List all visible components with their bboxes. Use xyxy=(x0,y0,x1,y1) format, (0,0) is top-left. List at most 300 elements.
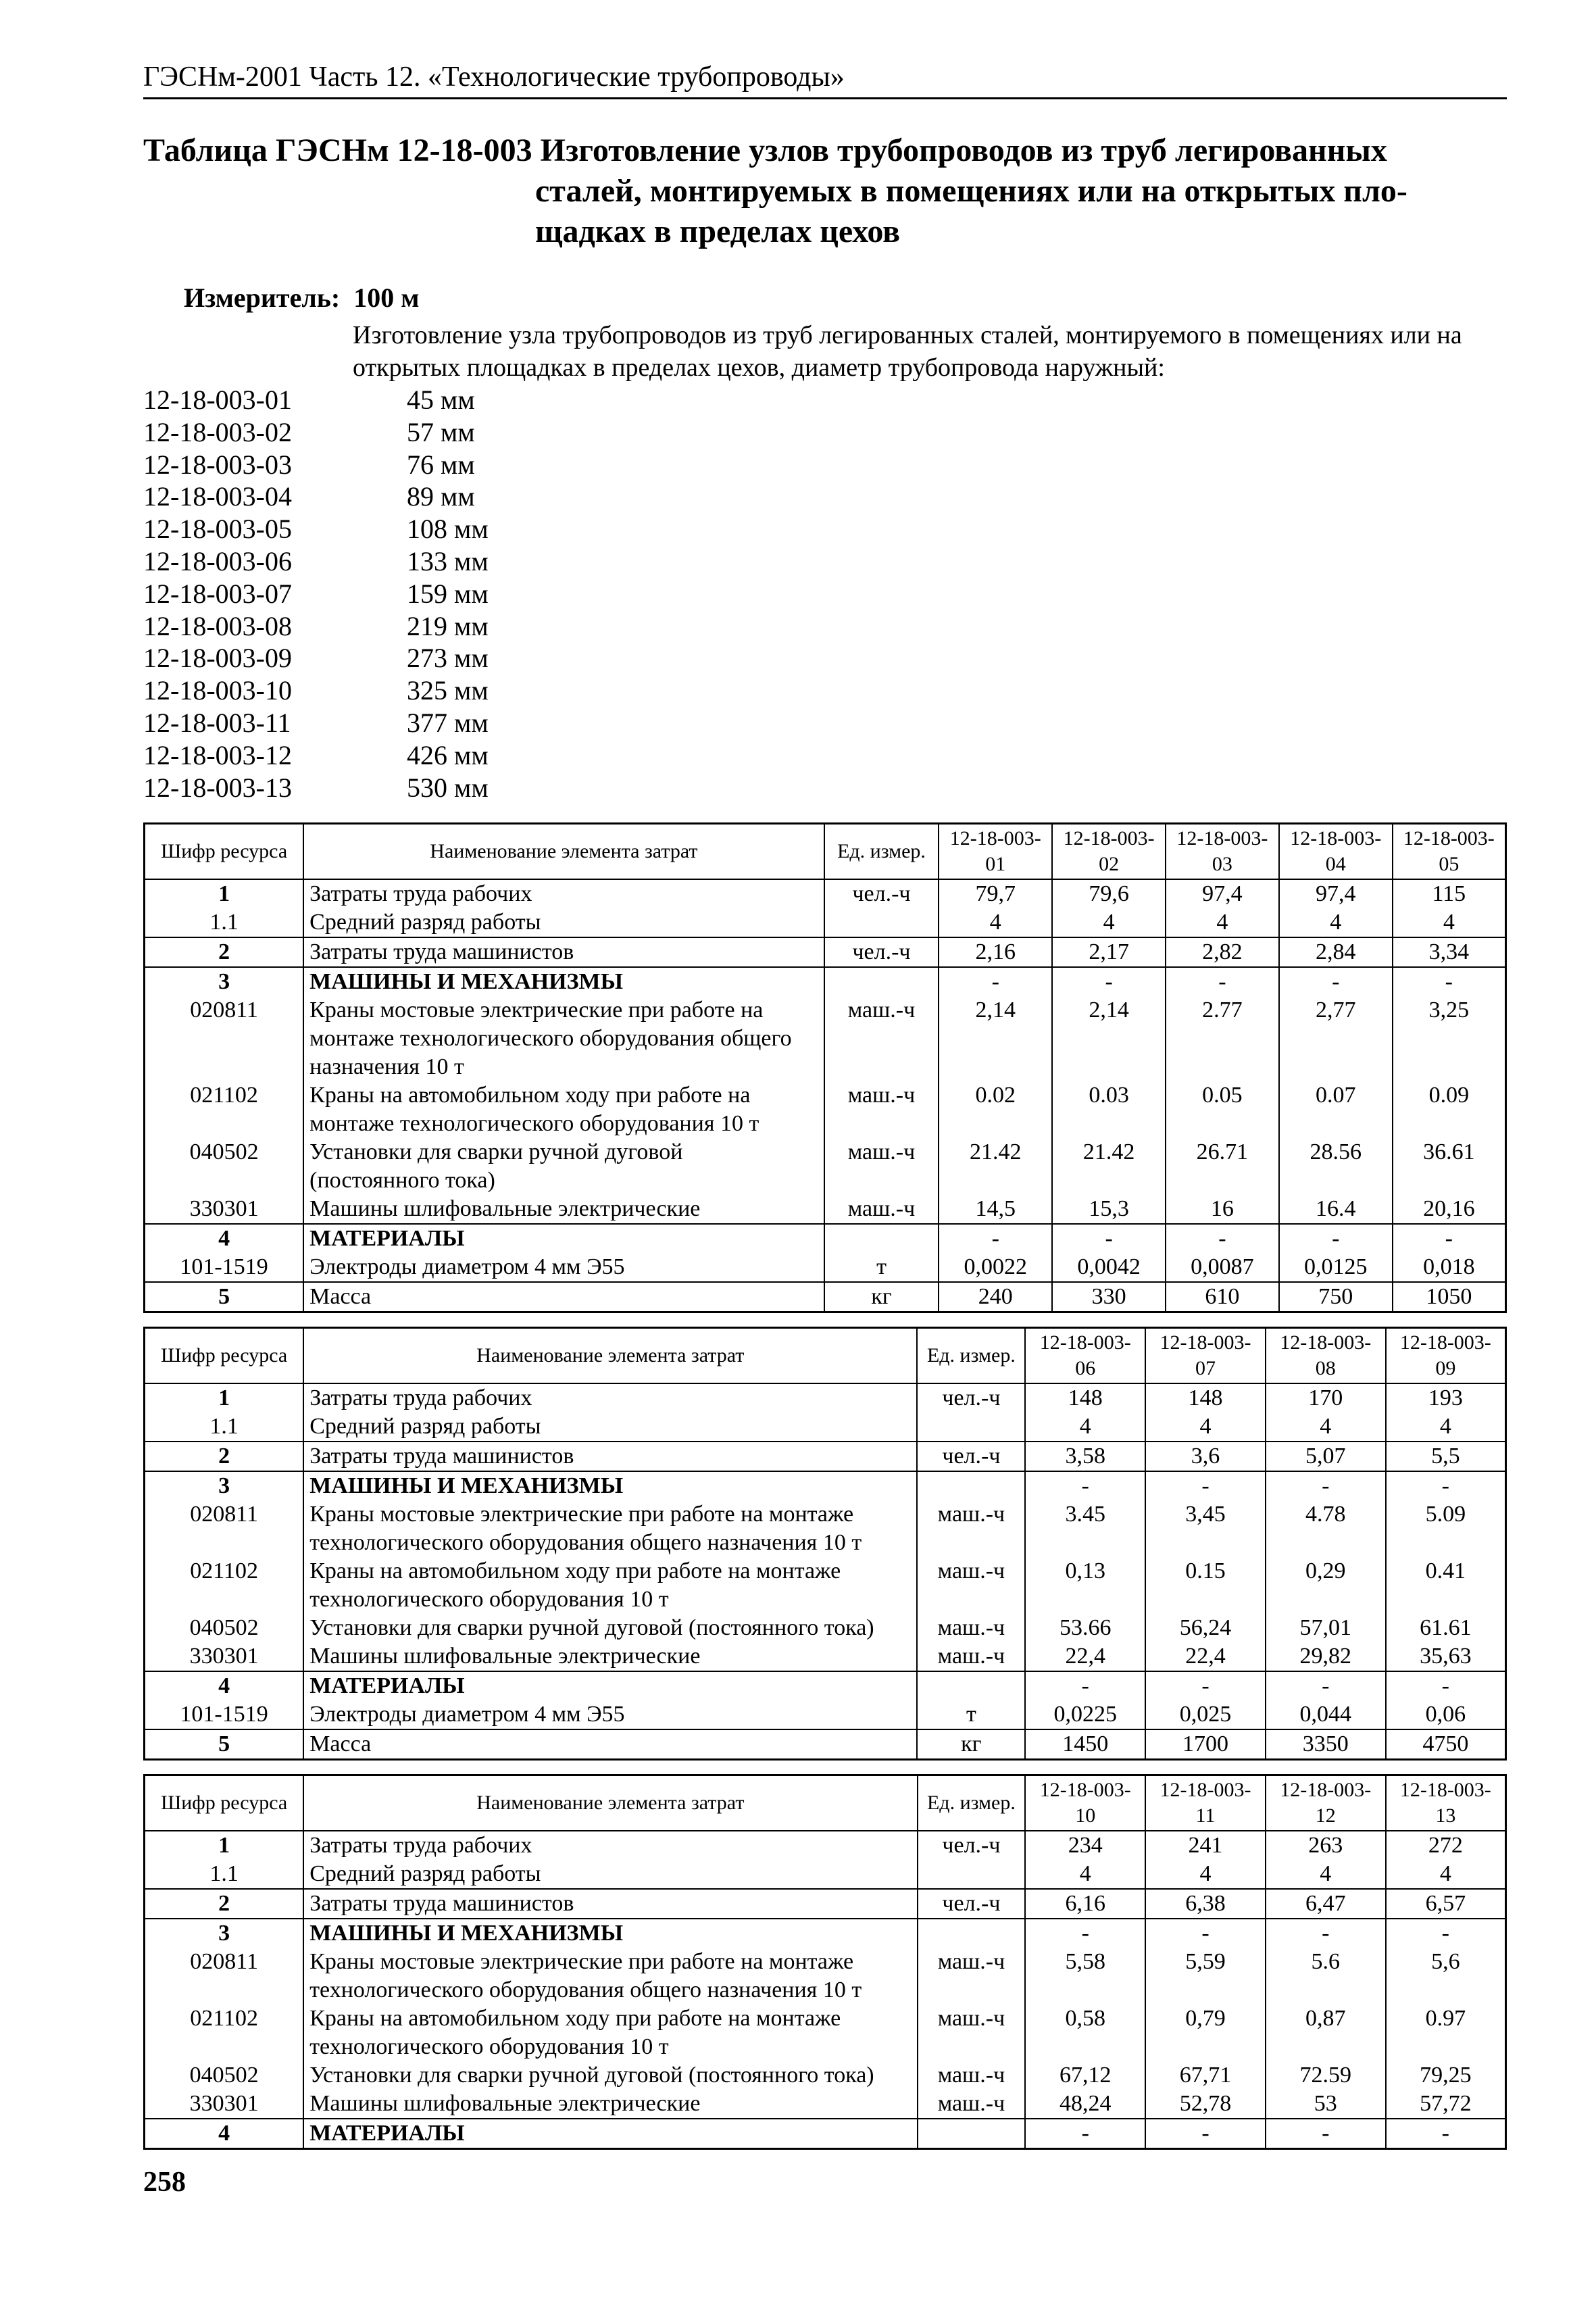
row-value: 750 xyxy=(1279,1282,1393,1312)
code-list-item xyxy=(143,772,1507,804)
header-name: Наименование элемента затрат xyxy=(303,1775,917,1831)
row-value: 0,025 xyxy=(1145,1700,1266,1729)
running-header: ГЭСНм-2001 Часть 12. «Технологические трубопроводы» xyxy=(143,61,1507,99)
row-name: Затраты труда рабочих xyxy=(303,1831,917,1860)
row-name: МАТЕРИАЛЫ xyxy=(303,1671,917,1700)
document-page xyxy=(143,61,1507,2150)
row-value: 4 xyxy=(1386,1860,1506,1889)
resource-table-2 xyxy=(143,1327,1507,1761)
row-value: 67,12 xyxy=(1025,2061,1145,2090)
row-value: 0,0022 xyxy=(939,1253,1052,1282)
row-code: 330301 xyxy=(145,2090,304,2119)
code-diameter: 377 мм xyxy=(407,707,489,738)
row-value: 4 xyxy=(1145,1860,1266,1889)
row-value: 148 xyxy=(1025,1383,1145,1412)
row-value: 79,25 xyxy=(1386,2061,1506,2090)
row-value: 3,6 xyxy=(1145,1442,1266,1471)
table-row xyxy=(145,1671,1506,1700)
table-row xyxy=(145,1889,1506,1919)
row-unit xyxy=(824,967,939,996)
row-value: 3350 xyxy=(1266,1729,1386,1760)
code-list-item xyxy=(143,513,1507,545)
row-value: 0.03 xyxy=(1052,1081,1166,1138)
table-row xyxy=(145,1253,1506,1282)
table-row xyxy=(145,1831,1506,1860)
row-code: 021102 xyxy=(145,1081,304,1138)
row-name: Затраты труда машинистов xyxy=(303,1889,917,1919)
code-id: 12-18-003-08 xyxy=(143,610,292,641)
row-code: 040502 xyxy=(145,1614,304,1642)
row-value: - xyxy=(1052,1224,1166,1253)
row-code: 4 xyxy=(145,1671,304,1700)
header-code: Шифр ресурса xyxy=(145,1328,304,1384)
row-value: 52,78 xyxy=(1145,2090,1266,2119)
header-name: Наименование элемента затрат xyxy=(303,1328,917,1384)
row-code: 1 xyxy=(145,1383,304,1412)
row-value: 21.42 xyxy=(939,1138,1052,1195)
row-unit xyxy=(917,1471,1025,1500)
row-value: 0.15 xyxy=(1145,1557,1266,1614)
row-value: - xyxy=(1145,1671,1266,1700)
row-value: - xyxy=(1145,2119,1266,2149)
row-value: 2,84 xyxy=(1279,937,1393,967)
row-code: 1.1 xyxy=(145,1860,304,1889)
row-code: 101-1519 xyxy=(145,1253,304,1282)
row-unit: маш.-ч xyxy=(824,1081,939,1138)
header-norm-code: 12-18-003-12 xyxy=(1266,1775,1386,1831)
row-value: 115 xyxy=(1393,879,1506,908)
row-value: 0,58 xyxy=(1025,2004,1145,2061)
row-unit: маш.-ч xyxy=(918,2004,1026,2061)
row-value: - xyxy=(1025,2119,1145,2149)
code-list-item xyxy=(143,610,1507,643)
row-name: Краны мостовые электрические при работе на монтаже технологического оборудования общего назначения 10 т xyxy=(303,1948,917,2004)
row-value: 22,4 xyxy=(1025,1642,1145,1671)
row-code: 020811 xyxy=(145,996,304,1081)
header-norm-code: 12-18-003-11 xyxy=(1145,1775,1266,1831)
row-name: МАШИНЫ И МЕХАНИЗМЫ xyxy=(303,1471,917,1500)
row-value: 57,01 xyxy=(1266,1614,1386,1642)
table-row xyxy=(145,1642,1506,1671)
row-code: 1.1 xyxy=(145,908,304,937)
row-value: 3,34 xyxy=(1393,937,1506,967)
row-name: Затраты труда рабочих xyxy=(303,1383,917,1412)
row-unit: кг xyxy=(824,1282,939,1312)
row-unit: маш.-ч xyxy=(918,2061,1026,2090)
row-code: 5 xyxy=(145,1282,304,1312)
row-name: Средний разряд работы xyxy=(303,908,824,937)
code-list xyxy=(143,384,1507,804)
header-norm-code: 12-18-003-05 xyxy=(1393,824,1506,880)
row-unit: т xyxy=(917,1700,1025,1729)
row-value: 3,45 xyxy=(1145,1500,1266,1557)
row-value: 610 xyxy=(1166,1282,1279,1312)
header-norm-code: 12-18-003-08 xyxy=(1266,1328,1386,1384)
row-name: Средний разряд работы xyxy=(303,1412,917,1442)
row-value: - xyxy=(1386,1471,1506,1500)
row-value: - xyxy=(1393,967,1506,996)
row-value: 1450 xyxy=(1025,1729,1145,1760)
row-value: - xyxy=(1025,1919,1145,1948)
row-unit: маш.-ч xyxy=(918,1948,1026,2004)
row-unit: чел.-ч xyxy=(917,1383,1025,1412)
table-row xyxy=(145,908,1506,937)
code-diameter: 108 мм xyxy=(407,514,489,545)
code-diameter: 76 мм xyxy=(407,449,475,480)
row-value: 2,14 xyxy=(1052,996,1166,1081)
row-value: - xyxy=(1279,967,1393,996)
code-diameter: 426 мм xyxy=(407,739,489,770)
row-value: - xyxy=(1266,2119,1386,2149)
table-row xyxy=(145,1282,1506,1312)
row-name: Установки для сварки ручной дуговой (постоянного тока) xyxy=(303,2061,917,2090)
code-list-item xyxy=(143,416,1507,449)
table-row xyxy=(145,1383,1506,1412)
row-value: 3,25 xyxy=(1393,996,1506,1081)
header-norm-code: 12-18-003-04 xyxy=(1279,824,1393,880)
row-value: 0.41 xyxy=(1386,1557,1506,1614)
code-list-item xyxy=(143,545,1507,578)
row-name: МАШИНЫ И МЕХАНИЗМЫ xyxy=(303,1919,917,1948)
row-code: 101-1519 xyxy=(145,1700,304,1729)
row-code: 3 xyxy=(145,967,304,996)
title-line-2: сталей, монтируемых в помещениях или на открытых пло- xyxy=(535,173,1407,209)
row-unit: т xyxy=(824,1253,939,1282)
row-value: 170 xyxy=(1266,1383,1386,1412)
code-diameter: 530 мм xyxy=(407,772,489,803)
row-value: 2,77 xyxy=(1279,996,1393,1081)
row-value: 0,0225 xyxy=(1025,1700,1145,1729)
row-value: 4 xyxy=(1279,908,1393,937)
row-name: Электроды диаметром 4 мм Э55 xyxy=(303,1700,917,1729)
table-row xyxy=(145,1860,1506,1889)
row-unit xyxy=(824,908,939,937)
row-value: 4 xyxy=(939,908,1052,937)
table-row xyxy=(145,1557,1506,1614)
row-value: 97,4 xyxy=(1166,879,1279,908)
code-diameter: 57 мм xyxy=(407,416,475,447)
row-value: 36.61 xyxy=(1393,1138,1506,1195)
code-list-item xyxy=(143,578,1507,610)
row-value: 56,24 xyxy=(1145,1614,1266,1642)
row-value: 2,16 xyxy=(939,937,1052,967)
row-unit: маш.-ч xyxy=(917,1500,1025,1557)
row-value: 79,6 xyxy=(1052,879,1166,908)
row-value: 79,7 xyxy=(939,879,1052,908)
row-unit xyxy=(918,1860,1026,1889)
row-name: Установки для сварки ручной дуговой (постоянного тока) xyxy=(303,1138,824,1195)
row-value: 67,71 xyxy=(1145,2061,1266,2090)
table-row xyxy=(145,2004,1506,2061)
row-value: 2.77 xyxy=(1166,996,1279,1081)
row-name: Электроды диаметром 4 мм Э55 xyxy=(303,1253,824,1282)
row-code: 2 xyxy=(145,1442,304,1471)
header-norm-code: 12-18-003-02 xyxy=(1052,824,1166,880)
row-value: 6,16 xyxy=(1025,1889,1145,1919)
row-value: - xyxy=(1386,1919,1506,1948)
row-value: - xyxy=(1166,1224,1279,1253)
table-row xyxy=(145,1442,1506,1471)
row-unit: кг xyxy=(917,1729,1025,1760)
row-code: 040502 xyxy=(145,2061,304,2090)
header-norm-code: 12-18-003-13 xyxy=(1386,1775,1506,1831)
row-value: 234 xyxy=(1025,1831,1145,1860)
row-value: 0.05 xyxy=(1166,1081,1279,1138)
row-value: - xyxy=(1025,1471,1145,1500)
row-value: 22,4 xyxy=(1145,1642,1266,1671)
row-value: 5.09 xyxy=(1386,1500,1506,1557)
row-value: 0.07 xyxy=(1279,1081,1393,1138)
header-norm-code: 12-18-003-01 xyxy=(939,824,1052,880)
row-code: 2 xyxy=(145,1889,304,1919)
row-value: 0,0125 xyxy=(1279,1253,1393,1282)
table-row xyxy=(145,1081,1506,1138)
row-value: - xyxy=(1386,1671,1506,1700)
row-unit: маш.-ч xyxy=(824,1138,939,1195)
row-unit: чел.-ч xyxy=(918,1889,1026,1919)
row-value: 21.42 xyxy=(1052,1138,1166,1195)
row-unit xyxy=(917,1412,1025,1442)
row-name: Масса xyxy=(303,1282,824,1312)
row-unit: чел.-ч xyxy=(824,937,939,967)
row-value: 4750 xyxy=(1386,1729,1506,1760)
header-unit: Ед. измер. xyxy=(824,824,939,880)
table-title xyxy=(143,130,1507,252)
row-code: 330301 xyxy=(145,1642,304,1671)
row-code: 1 xyxy=(145,1831,304,1860)
table-row xyxy=(145,1138,1506,1195)
code-diameter: 133 мм xyxy=(407,545,489,576)
row-value: 0,0087 xyxy=(1166,1253,1279,1282)
row-value: - xyxy=(1393,1224,1506,1253)
row-code: 330301 xyxy=(145,1195,304,1224)
row-value: 272 xyxy=(1386,1831,1506,1860)
row-unit xyxy=(917,1671,1025,1700)
row-name: МАТЕРИАЛЫ xyxy=(303,2119,917,2149)
row-value: - xyxy=(1386,2119,1506,2149)
header-name: Наименование элемента затрат xyxy=(303,824,824,880)
table-row xyxy=(145,1919,1506,1948)
row-unit: маш.-ч xyxy=(917,1642,1025,1671)
row-value: - xyxy=(1266,1471,1386,1500)
row-value: - xyxy=(939,1224,1052,1253)
row-value: 6,47 xyxy=(1266,1889,1386,1919)
code-list-item xyxy=(143,384,1507,416)
row-name: Краны на автомобильном ходу при работе на монтаже технологического оборудования 10 т xyxy=(303,1081,824,1138)
row-name: Затраты труда машинистов xyxy=(303,1442,917,1471)
row-value: 4 xyxy=(1025,1860,1145,1889)
table-row xyxy=(145,2061,1506,2090)
work-description: Изготовление узла трубопроводов из труб легированных сталей, монтируемого в помещениях или на открытых площадках в пределах цехов, диаметр трубопровода наружный: xyxy=(353,321,1462,382)
row-value: 2,82 xyxy=(1166,937,1279,967)
code-list-item xyxy=(143,707,1507,739)
code-list-item xyxy=(143,481,1507,513)
header-code: Шифр ресурса xyxy=(145,824,304,880)
resource-table-1 xyxy=(143,822,1507,1313)
header-norm-code: 12-18-003-09 xyxy=(1386,1328,1506,1384)
row-value: 4.78 xyxy=(1266,1500,1386,1557)
row-value: 4 xyxy=(1052,908,1166,937)
code-list-item xyxy=(143,739,1507,772)
code-id: 12-18-003-10 xyxy=(143,675,292,706)
row-value: 0,13 xyxy=(1025,1557,1145,1614)
row-value: 20,16 xyxy=(1393,1195,1506,1224)
table-row xyxy=(145,2090,1506,2119)
row-unit xyxy=(918,1919,1026,1948)
row-value: 3.45 xyxy=(1025,1500,1145,1557)
row-value: 0,06 xyxy=(1386,1700,1506,1729)
code-id: 12-18-003-13 xyxy=(143,772,292,803)
row-value: 6,38 xyxy=(1145,1889,1266,1919)
row-value: 72.59 xyxy=(1266,2061,1386,2090)
row-unit: маш.-ч xyxy=(824,1195,939,1224)
title-line-3: щадках в пределах цехов xyxy=(535,214,901,249)
row-name: Машины шлифовальные электрические xyxy=(303,1195,824,1224)
table-row xyxy=(145,1195,1506,1224)
table-row xyxy=(145,1729,1506,1760)
row-value: 0,018 xyxy=(1393,1253,1506,1282)
row-name: Масса xyxy=(303,1729,917,1760)
norms-tables xyxy=(143,822,1507,2150)
row-value: 0,0042 xyxy=(1052,1253,1166,1282)
row-value: 193 xyxy=(1386,1383,1506,1412)
row-code: 2 xyxy=(145,937,304,967)
row-value: 2,14 xyxy=(939,996,1052,1081)
row-value: - xyxy=(939,967,1052,996)
table-row xyxy=(145,1614,1506,1642)
meter-label: Измеритель: xyxy=(184,282,341,313)
row-unit xyxy=(918,2119,1026,2149)
row-value: 0,044 xyxy=(1266,1700,1386,1729)
code-diameter: 159 мм xyxy=(407,578,489,609)
row-value: 97,4 xyxy=(1279,879,1393,908)
code-diameter: 219 мм xyxy=(407,610,489,641)
code-id: 12-18-003-05 xyxy=(143,514,292,545)
row-code: 4 xyxy=(145,2119,304,2149)
row-value: 4 xyxy=(1025,1412,1145,1442)
row-unit: чел.-ч xyxy=(918,1831,1026,1860)
row-value: 16 xyxy=(1166,1195,1279,1224)
row-name: Краны на автомобильном ходу при работе на монтаже технологического оборудования 10 т xyxy=(303,2004,917,2061)
row-value: 5,5 xyxy=(1386,1442,1506,1471)
row-name: Средний разряд работы xyxy=(303,1860,917,1889)
row-code: 040502 xyxy=(145,1138,304,1195)
title-line-1: Таблица ГЭСНм 12-18-003 Изготовление узлов трубопроводов из труб легированных xyxy=(143,132,1387,168)
row-value: 4 xyxy=(1166,908,1279,937)
row-code: 021102 xyxy=(145,2004,304,2061)
table-row xyxy=(145,1500,1506,1557)
row-name: Краны мостовые электрические при работе на монтаже технологического оборудования общего назначения 10 т xyxy=(303,996,824,1081)
code-id: 12-18-003-11 xyxy=(143,707,291,738)
row-value: 0.09 xyxy=(1393,1081,1506,1138)
code-list-item xyxy=(143,449,1507,481)
table-row xyxy=(145,1412,1506,1442)
header-norm-code: 12-18-003-10 xyxy=(1025,1775,1145,1831)
row-value: 53.66 xyxy=(1025,1614,1145,1642)
row-value: 4 xyxy=(1386,1412,1506,1442)
row-value: 15,3 xyxy=(1052,1195,1166,1224)
table-row xyxy=(145,996,1506,1081)
row-unit xyxy=(824,1224,939,1253)
row-code: 3 xyxy=(145,1919,304,1948)
header-unit: Ед. измер. xyxy=(918,1775,1026,1831)
row-value: 26.71 xyxy=(1166,1138,1279,1195)
row-code: 4 xyxy=(145,1224,304,1253)
row-value: 5,58 xyxy=(1025,1948,1145,2004)
code-id: 12-18-003-01 xyxy=(143,385,292,415)
header-norm-code: 12-18-003-03 xyxy=(1166,824,1279,880)
row-value: 5,6 xyxy=(1386,1948,1506,2004)
measurement-unit xyxy=(143,282,1507,314)
row-code: 1 xyxy=(145,879,304,908)
row-value: - xyxy=(1166,967,1279,996)
table-row xyxy=(145,2119,1506,2149)
code-diameter: 273 мм xyxy=(407,643,489,674)
row-name: Затраты труда машинистов xyxy=(303,937,824,967)
header-code: Шифр ресурса xyxy=(145,1775,304,1831)
row-value: 6,57 xyxy=(1386,1889,1506,1919)
code-id: 12-18-003-09 xyxy=(143,643,292,674)
row-code: 1.1 xyxy=(145,1412,304,1442)
row-value: 16.4 xyxy=(1279,1195,1393,1224)
row-value: 4 xyxy=(1266,1860,1386,1889)
row-value: 29,82 xyxy=(1266,1642,1386,1671)
row-unit: маш.-ч xyxy=(917,1614,1025,1642)
row-name: Затраты труда рабочих xyxy=(303,879,824,908)
row-unit: маш.-ч xyxy=(824,996,939,1081)
row-value: 57,72 xyxy=(1386,2090,1506,2119)
table-row xyxy=(145,1700,1506,1729)
row-unit: маш.-ч xyxy=(918,2090,1026,2119)
row-value: 4 xyxy=(1393,908,1506,937)
code-id: 12-18-003-02 xyxy=(143,416,292,447)
row-name: Краны мостовые электрические при работе на монтаже технологического оборудования общего назначения 10 т xyxy=(303,1500,917,1557)
row-value: - xyxy=(1025,1671,1145,1700)
table-row xyxy=(145,879,1506,908)
row-value: 240 xyxy=(939,1282,1052,1312)
row-value: 0,79 xyxy=(1145,2004,1266,2061)
row-value: 5,07 xyxy=(1266,1442,1386,1471)
row-value: 5.6 xyxy=(1266,1948,1386,2004)
row-value: 1700 xyxy=(1145,1729,1266,1760)
row-unit: чел.-ч xyxy=(917,1442,1025,1471)
row-value: 48,24 xyxy=(1025,2090,1145,2119)
row-value: - xyxy=(1052,967,1166,996)
row-value: 53 xyxy=(1266,2090,1386,2119)
row-code: 020811 xyxy=(145,1948,304,2004)
table-row xyxy=(145,1948,1506,2004)
row-value: 148 xyxy=(1145,1383,1266,1412)
code-id: 12-18-003-04 xyxy=(143,481,292,512)
table-row xyxy=(145,1471,1506,1500)
row-code: 3 xyxy=(145,1471,304,1500)
row-value: - xyxy=(1145,1919,1266,1948)
row-name: Машины шлифовальные электрические xyxy=(303,1642,917,1671)
row-value: - xyxy=(1266,1919,1386,1948)
row-value: - xyxy=(1266,1671,1386,1700)
row-code: 021102 xyxy=(145,1557,304,1614)
row-value: 1050 xyxy=(1393,1282,1506,1312)
resource-table-3 xyxy=(143,1774,1507,2150)
row-name: Установки для сварки ручной дуговой (постоянного тока) xyxy=(303,1614,917,1642)
row-value: 0.02 xyxy=(939,1081,1052,1138)
table-row xyxy=(145,937,1506,967)
row-value: 263 xyxy=(1266,1831,1386,1860)
header-norm-code: 12-18-003-07 xyxy=(1145,1328,1266,1384)
table-row xyxy=(145,1224,1506,1253)
row-name: Машины шлифовальные электрические xyxy=(303,2090,917,2119)
code-list-item xyxy=(143,642,1507,674)
